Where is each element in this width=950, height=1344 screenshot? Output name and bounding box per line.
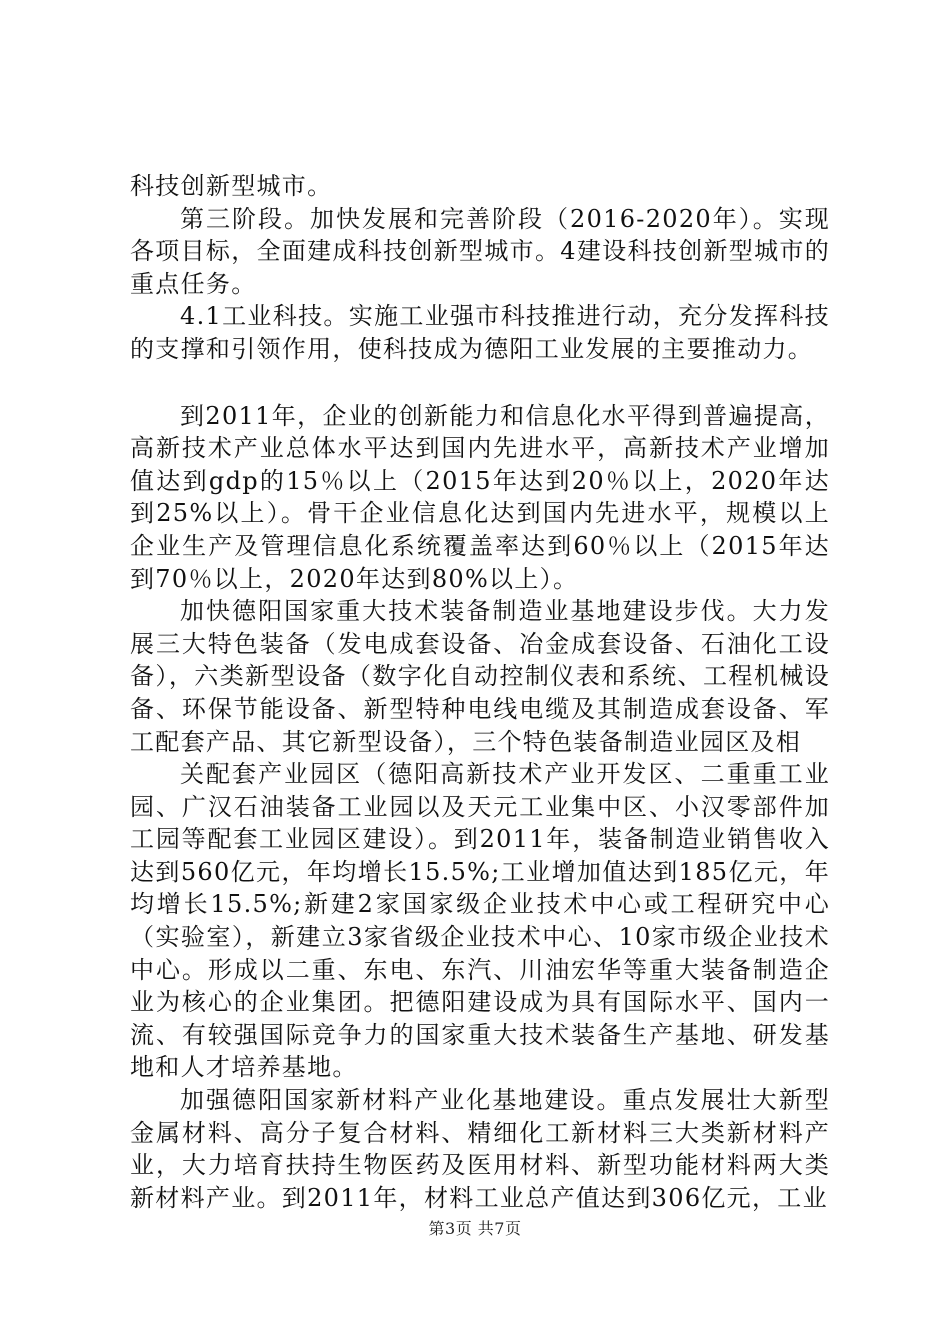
paragraph-1: 科技创新型城市。 bbox=[130, 172, 333, 200]
paragraph-gap bbox=[130, 366, 830, 400]
paragraph-5: 加快德阳国家重大技术装备制造业基地建设步伐。大力发展三大特色装备（发电成套设备、冶金成套设备、石油化工设备），六类新型设备（数字化自动控制仪表和系统、工程机械设备、环保节能设备、新型特种电线电缆及其制造成套设备、军工配套产品、其它新型设备），三个特色装备制造业园区及相 bbox=[130, 597, 830, 756]
paragraph-3: 4.1工业科技。实施工业强市科技推进行动，充分发挥科技的支撑和引领作用，使科技成为德阳工业发展的主要推动力。 bbox=[130, 302, 830, 363]
paragraph-4: 到2011年，企业的创新能力和信息化水平得到普遍提高，高新技术产业总体水平达到国内先进水平，高新技术产业增加值达到gdp的15％以上（2015年达到20％以上，2020年达到25%以上）。骨干企业信息化达到国内先进水平，规模以上企业生产及管理信息化系统覆盖率达到60％以上（2015年达到70％以上，2020年达到80%以上）。 bbox=[130, 401, 830, 593]
document-body bbox=[130, 170, 830, 1214]
paragraph-6: 关配套产业园区（德阳高新技术产业开发区、二重重工业园、广汉石油装备工业园以及天元工业集中区、小汉零部件加工园等配套工业园区建设）。到2011年，装备制造业销售收入达到560亿元，年均增长15.5%;工业增加值达到185亿元，年均增长15.5%;新建2家国家级企业技术中心或工程研究中心（实验室），新建立3家省级企业技术中心、10家市级企业技术中心。形成以二重、东电、东汽、川油宏华等重大装备制造企业为核心的企业集团。把德阳建设成为具有国际水平、国内一流、有较强国际竞争力的国家重大技术装备生产基地、研发基地和人才培养基地。 bbox=[130, 760, 830, 1082]
paragraph-2: 第三阶段。加快发展和完善阶段（2016-2020年）。实现各项目标，全面建成科技创新型城市。4建设科技创新型城市的重点任务。 bbox=[130, 204, 830, 298]
page-number-footer: 第3页 共7页 bbox=[428, 1219, 522, 1238]
paragraph-7: 加强德阳国家新材料产业化基地建设。重点发展壮大新型金属材料、高分子复合材料、精细化工新材料三大类新材料产业，大力培育扶持生物医药及医用材料、新型功能材料两大类新材料产业。到2011年，材料工业总产值达到306亿元，工业 bbox=[130, 1086, 830, 1212]
